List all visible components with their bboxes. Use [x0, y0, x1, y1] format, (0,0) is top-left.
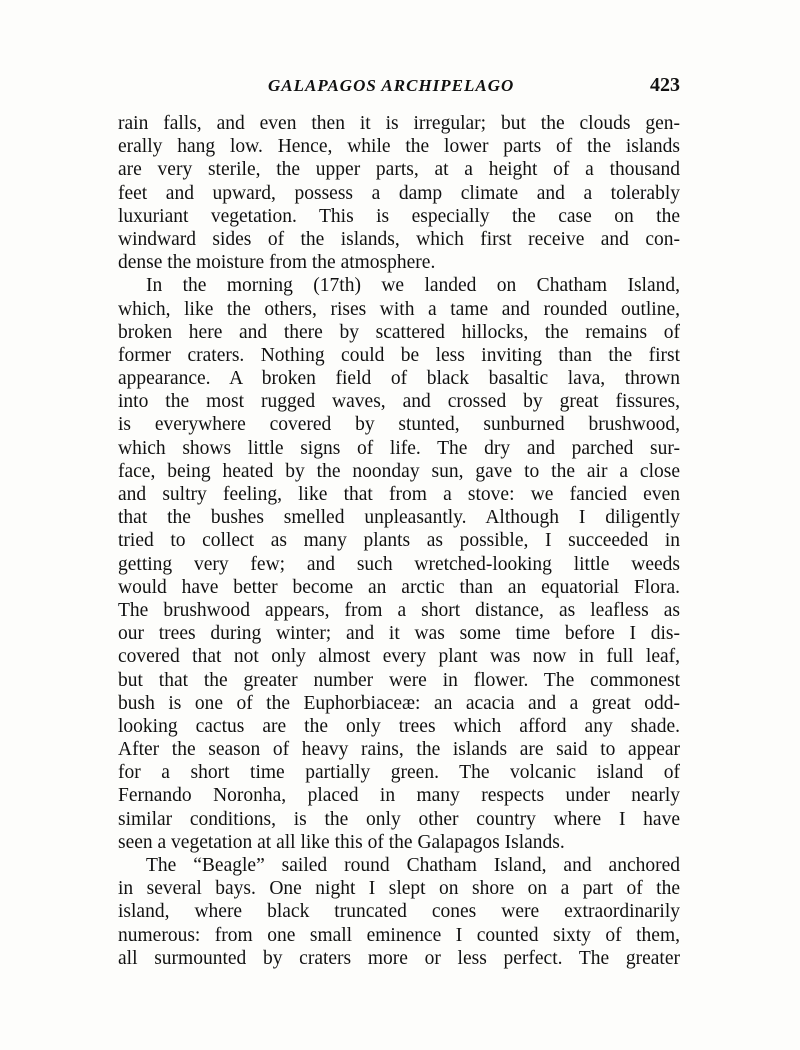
paragraph-first-line: In the morning (17th) we landed on Chatham Island, [146, 275, 680, 297]
text-line: seen a vegetation at all like this of the Galapagos Islands. [118, 831, 565, 853]
text-line: broken here and there by scattered hillocks, the remains of [118, 321, 680, 343]
text-line: into the most rugged waves, and crossed by great fissures, [118, 391, 680, 413]
text-line: our trees during winter; and it was some time before I dis- [118, 623, 680, 645]
body-text [118, 112, 680, 970]
text-line: that the bushes smelled unpleasantly. Although I diligently [118, 507, 680, 529]
text-line: Fernando Noronha, placed in many respects under nearly [118, 785, 680, 807]
text-line: After the season of heavy rains, the islands are said to appear [118, 739, 680, 761]
text-line: bush is one of the Euphorbiaceæ: an acacia and a great odd- [118, 692, 680, 714]
text-line: feet and upward, possess a damp climate and a tolerably [118, 182, 680, 204]
text-line: which, like the others, rises with a tame and rounded outline, [118, 298, 680, 320]
text-line: island, where black truncated cones were extraordinarily [118, 901, 680, 923]
text-line: which shows little signs of life. The dry and parched sur- [118, 437, 680, 459]
text-line: is everywhere covered by stunted, sunburned brushwood, [118, 414, 680, 436]
text-line: windward sides of the islands, which first receive and con- [118, 228, 680, 250]
text-line: numerous: from one small eminence I counted sixty of them, [118, 924, 680, 946]
text-line: appearance. A broken field of black basaltic lava, thrown [118, 368, 680, 390]
text-line: former craters. Nothing could be less inviting than the first [118, 344, 680, 366]
text-line: erally hang low. Hence, while the lower parts of the islands [118, 136, 680, 158]
text-line: The brushwood appears, from a short distance, as leafless as [118, 599, 680, 621]
text-line: luxuriant vegetation. This is especially the case on the [118, 205, 680, 227]
page-number: 423 [650, 74, 680, 96]
text-line: similar conditions, is the only other country where I have [118, 808, 680, 830]
text-line: dense the moisture from the atmosphere. [118, 252, 436, 274]
text-line: are very sterile, the upper parts, at a height of a thousand [118, 159, 680, 181]
text-line: but that the greater number were in flower. The commonest [118, 669, 680, 691]
text-line: rain falls, and even then it is irregular; but the clouds gen- [118, 113, 680, 134]
text-line: for a short time partially green. The volcanic island of [118, 762, 680, 784]
text-line: all surmounted by craters more or less perfect. The greater [118, 947, 680, 969]
text-line: covered that not only almost every plant was now in full leaf, [118, 646, 680, 668]
text-line: looking cactus are the only trees which afford any shade. [118, 715, 680, 737]
text-line: would have better become an arctic than an equatorial Flora. [118, 576, 680, 598]
running-head [118, 74, 680, 104]
text-line: in several bays. One night I slept on shore on a part of the [118, 878, 680, 900]
text-line: tried to collect as many plants as possible, I succeeded in [118, 530, 680, 552]
text-line: face, being heated by the noonday sun, gave to the air a close [118, 460, 680, 482]
text-line: getting very few; and such wretched-looking little weeds [118, 553, 680, 575]
text-line: and sultry feeling, like that from a stove: we fancied even [118, 484, 680, 505]
running-head-title: GALAPAGOS ARCHIPELAGO [268, 76, 515, 95]
paragraph-first-line: The “Beagle” sailed round Chatham Island, and anchored [146, 855, 680, 876]
